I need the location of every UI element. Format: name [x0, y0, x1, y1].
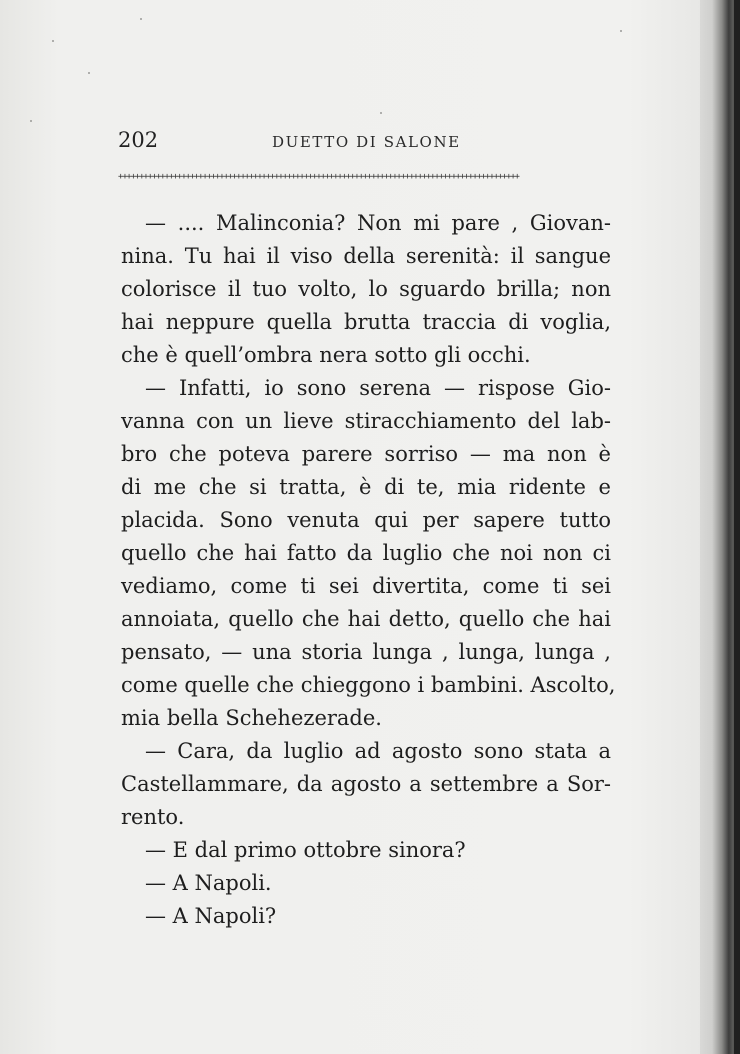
text-line: mia bella Schehezerade.: [121, 706, 382, 730]
text-line: — Infatti, io sono serena — rispose Gio-: [145, 376, 611, 400]
text-line: — A Napoli?: [145, 904, 277, 928]
text-line: vanna con un lieve stiracchiamento del lab-: [121, 409, 611, 433]
paper-speck: [30, 120, 32, 122]
paper-speck: [52, 40, 54, 42]
text-line: bro che poteva parere sorriso — ma non è: [121, 442, 611, 466]
page-number: 202: [118, 128, 159, 152]
text-line: come quelle che chieggono i bambini. Ascolto,: [121, 673, 616, 697]
text-line: quello che hai fatto da luglio che noi non ci: [121, 541, 611, 565]
text-line: pensato, — una storia lunga , lunga, lunga ,: [121, 640, 611, 664]
paper-speck: [620, 30, 622, 32]
body-text: [121, 207, 616, 933]
running-title: DUETTO DI SALONE: [272, 133, 461, 151]
text-line: rento.: [121, 805, 185, 829]
text-line: — E dal primo ottobre sinora?: [145, 838, 466, 862]
running-header: [118, 128, 608, 156]
text-line: Castellammare, da agosto a settembre a Sor-: [121, 772, 611, 796]
text-line: placida. Sono venuta qui per sapere tutto: [121, 508, 611, 532]
book-spine-edge: [734, 0, 740, 1054]
paper-speck: [88, 72, 90, 74]
text-line: vediamo, come ti sei divertita, come ti sei: [121, 574, 611, 598]
text-line: — Cara, da luglio ad agosto sono stata a: [145, 739, 611, 763]
book-spine-shadow: [700, 0, 740, 1054]
text-line: colorisce il tuo volto, lo sguardo brilla; non: [121, 277, 611, 301]
paper-speck: [140, 18, 142, 20]
paper-speck: [380, 112, 382, 114]
text-line: di me che si tratta, è di te, mia ridente e: [121, 475, 611, 499]
text-line: — .... Malinconia? Non mi pare , Giovan-: [145, 211, 611, 235]
text-line: che è quell’ombra nera sotto gli occhi.: [121, 343, 531, 367]
text-line: hai neppure quella brutta traccia di voglia,: [121, 310, 611, 334]
ornamental-rule: +++++++++++++++++++++++++++++++++++++++++++++++++++++++++++++++++++++++++++++++++++++++++++++++: [118, 172, 519, 182]
text-line: — A Napoli.: [145, 871, 272, 895]
text-line: annoiata, quello che hai detto, quello che hai: [121, 607, 611, 631]
text-line: nina. Tu hai il viso della serenità: il sangue: [121, 244, 611, 268]
